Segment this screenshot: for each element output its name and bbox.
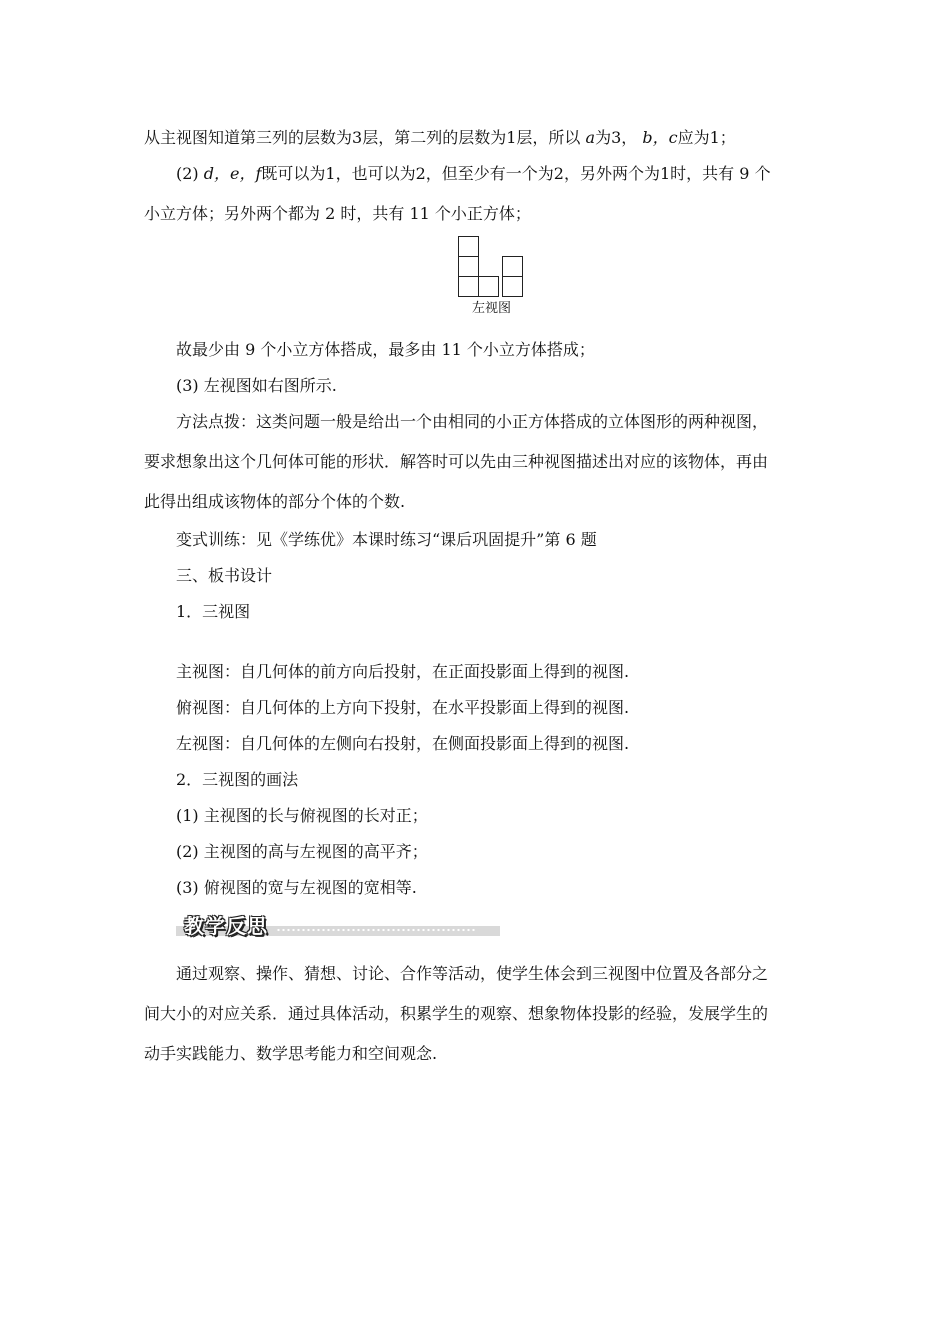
- text-line-20: 间大小的对应关系．通过具体活动，积累学生的观察、想象物体投影的经验，发展学生的: [144, 1004, 769, 1023]
- text-line-10: 三、板书设计: [176, 566, 273, 585]
- number: 1: [659, 164, 671, 183]
- grid-cell: [502, 256, 523, 277]
- diagram-caption: 左视图: [472, 301, 512, 316]
- number: 9: [739, 164, 750, 183]
- banner-dots: [276, 928, 476, 932]
- text-line-16: (1) 主视图的长与俯视图的长对正；: [176, 806, 428, 825]
- text-span: 从主视图知道第三列的层数为: [144, 128, 353, 147]
- text-line-2: [176, 162, 771, 186]
- text-span: 既可以为: [261, 164, 326, 183]
- text-line-19: 通过观察、操作、猜想、讨论、合作等活动，使学生体会到三视图中位置及各部分之: [176, 964, 769, 983]
- number: 1；: [709, 128, 736, 147]
- text-line-13: 俯视图：自几何体的上方向下投射，在水平投影面上得到的视图.: [176, 698, 630, 717]
- text-span: 层，第二列的层数为: [362, 128, 507, 147]
- grid-cell: [458, 256, 479, 277]
- text-line-11: 1．三视图: [176, 602, 251, 621]
- text-span: 1，也可以为: [325, 164, 416, 183]
- text-line-21: 动手实践能力、数学思考能力和空间观念.: [144, 1044, 438, 1063]
- text-span: 个: [754, 164, 771, 183]
- variable: a: [585, 128, 596, 147]
- text-line-14: 左视图：自几何体的左侧向右投射，在侧面投影面上得到的视图.: [176, 734, 630, 753]
- grid-cell: [458, 236, 479, 257]
- text-line-18: (3) 俯视图的宽与左视图的宽相等.: [176, 878, 417, 897]
- variable: b，c: [642, 128, 678, 147]
- number: 3: [352, 128, 363, 147]
- text-line-17: (2) 主视图的高与左视图的高平齐；: [176, 842, 428, 861]
- text-span: 2，但至少有一个为: [415, 164, 554, 183]
- text-line-3: 小立方体；另外两个都为 2 时，共有 11 个小正方体；: [144, 204, 531, 223]
- grid-cell: [458, 276, 479, 297]
- section-title: 教学反思: [184, 914, 268, 938]
- text-line-12: 主视图：自几何体的前方向后投射，在正面投影面上得到的视图.: [176, 662, 630, 681]
- text-line-15: 2．三视图的画法: [176, 770, 299, 789]
- text-line-9: 变式训练：见《学练优》本课时练习“课后巩固提升”第 6 题: [176, 530, 597, 549]
- number: 1: [506, 128, 517, 147]
- text-line-1: [144, 126, 736, 150]
- text-line-4: 故最少由 9 个小立方体搭成，最多由 11 个小立方体搭成；: [176, 340, 595, 359]
- text-span: (2): [176, 164, 199, 183]
- text-line-5: (3) 左视图如右图所示.: [176, 376, 337, 395]
- text-span: 层，所以: [516, 128, 581, 147]
- text-span: 应为: [677, 128, 710, 147]
- number: 3，: [611, 128, 638, 147]
- text-span: 2，另外两个为: [553, 164, 660, 183]
- grid-cell: [478, 276, 499, 297]
- grid-cell: [502, 276, 523, 297]
- text-line-8: 此得出组成该物体的部分个体的个数.: [144, 492, 406, 511]
- text-span: 为: [595, 128, 612, 147]
- variable: d，e，f: [203, 164, 262, 183]
- text-line-7: 要求想象出这个几何体可能的形状．解答时可以先由三种视图描述出对应的该物体，再由: [144, 452, 769, 471]
- section-banner: [176, 910, 500, 938]
- text-span: 时，共有: [670, 164, 735, 183]
- text-line-6: 方法点拨：这类问题一般是给出一个由相同的小正方体搭成的立体图形的两种视图，: [176, 412, 769, 431]
